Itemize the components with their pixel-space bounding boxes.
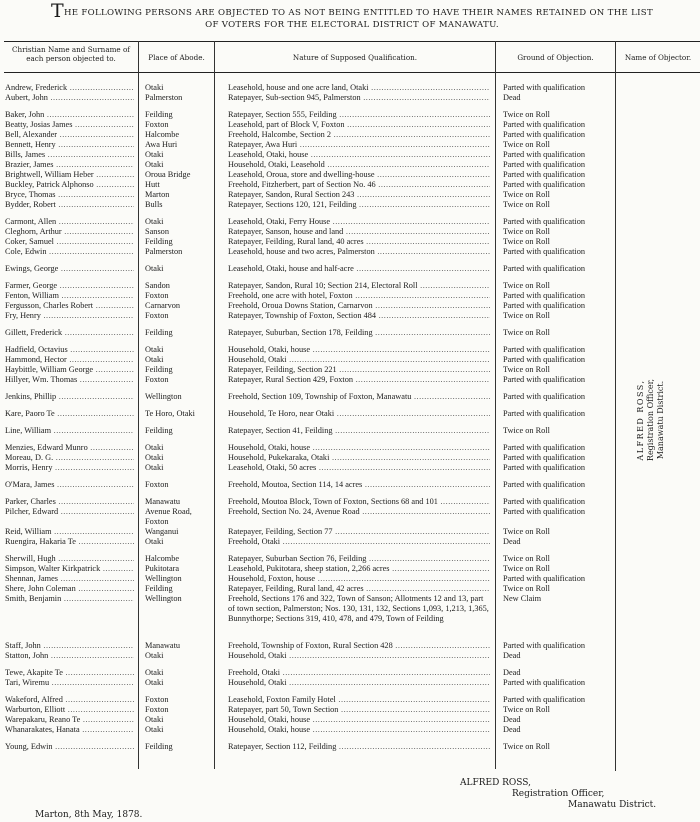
table-row xyxy=(0,200,700,210)
qualification: Ratepayer, Township of Foxton, Section 484 ..... xyxy=(228,311,490,321)
person-name: Fergusson, Charles Robert ..... xyxy=(5,301,134,311)
person-name: Tewe, Akapite Te ..... xyxy=(5,668,134,678)
place-of-abode: Otaki xyxy=(145,668,164,677)
person-name: Morris, Henry ..... xyxy=(5,463,134,473)
place-of-abode: Foxton xyxy=(145,311,169,320)
place-of-abode: Palmerston xyxy=(145,93,183,102)
ground-of-objection: Parted with qualification xyxy=(503,301,586,310)
ground-of-objection: Parted with qualification xyxy=(503,291,586,300)
place-of-abode: Manawatu xyxy=(145,497,181,506)
notice-title xyxy=(4,0,700,31)
ground-of-objection: Parted with qualification xyxy=(503,120,586,129)
table-row xyxy=(0,463,700,473)
person-name: Tari, Wiremu ..... xyxy=(5,678,134,688)
qualification: Leasehold, Pukitotara, sheep station, 2,266 acres ..... xyxy=(228,564,490,574)
title-drop-initial: T xyxy=(50,0,64,22)
place-of-abode: Otaki xyxy=(145,537,164,546)
qualification: Ratepayer, Awa Huri ..... xyxy=(228,140,490,150)
place-of-abode: Otaki xyxy=(145,160,164,169)
table-row xyxy=(0,705,700,715)
qualification: Leasehold, Otaki, Ferry House ..... xyxy=(228,217,490,227)
entry-group xyxy=(0,695,700,735)
person-name: Parker, Charles ..... xyxy=(5,497,134,507)
qualification: Ratepayer, Sandon, Rural 10; Section 214, Electoral Roll ..... xyxy=(228,281,490,291)
place-of-abode: Bulls xyxy=(145,200,163,209)
person-name: Farmer, George ..... xyxy=(5,281,134,291)
place-of-abode: Otaki xyxy=(145,463,164,472)
entry-group xyxy=(0,443,700,473)
table-row xyxy=(0,227,700,237)
qualification: Household, Otaki ..... xyxy=(228,355,490,365)
place-of-abode: Feilding xyxy=(145,110,173,119)
ground-of-objection: Twice on Roll xyxy=(503,742,550,751)
qualification: Ratepayer, Section 555, Feilding ..... xyxy=(228,110,490,120)
ground-of-objection: Parted with qualification xyxy=(503,264,586,273)
ground-of-objection: Parted with qualification xyxy=(503,463,586,472)
table-row xyxy=(0,190,700,200)
qualification: Ratepayer, Feilding, Rural land, 40 acres ..... xyxy=(228,237,490,247)
qualification: Leasehold, Foxton Family Hotel ..... xyxy=(228,695,490,705)
ground-of-objection: Parted with qualification xyxy=(503,160,586,169)
ground-of-objection: New Claim xyxy=(503,594,542,603)
table-row xyxy=(0,641,700,651)
person-name: Andrew, Frederick ..... xyxy=(5,83,134,93)
table-row xyxy=(0,564,700,574)
ground-of-objection: Parted with qualification xyxy=(503,497,586,506)
header-top-rule xyxy=(4,41,700,42)
entry-group xyxy=(0,83,700,103)
place-of-abode: Feilding xyxy=(145,742,173,751)
qualification: Leasehold, part of Block V, Foxton ..... xyxy=(228,120,490,130)
person-name: Baker, John ..... xyxy=(5,110,134,120)
person-name: Statton, John ..... xyxy=(5,651,134,661)
person-name: Ruengira, Hakaria Te ..... xyxy=(5,537,134,547)
person-name: Cole, Edwin ..... xyxy=(5,247,134,257)
ground-of-objection: Twice on Roll xyxy=(503,365,550,374)
table-row xyxy=(0,480,700,490)
person-name: Warepakaru, Reano Te ..... xyxy=(5,715,134,725)
person-name: Kare, Paoro Te ..... xyxy=(5,409,134,419)
place-of-abode: Feilding xyxy=(145,237,173,246)
table-row xyxy=(0,517,700,527)
qualification: Leasehold, house and one acre land, Otaki ..... xyxy=(228,83,490,93)
signature-district: Manawatu District. xyxy=(568,800,657,810)
qualification: Household, Otaki ..... xyxy=(228,678,490,688)
person-name: Simpson, Walter Kirkpatrick ..... xyxy=(5,564,134,574)
place-of-abode: Otaki xyxy=(145,678,164,687)
person-name: Jenkins, Phillip ..... xyxy=(5,392,134,402)
place-of-abode: Pukitotara xyxy=(145,564,180,573)
qualification: Household, Otaki, house ..... xyxy=(228,725,490,735)
person-name: Bryce, Thomas ..... xyxy=(5,190,134,200)
ground-of-objection: Twice on Roll xyxy=(503,227,550,236)
ground-of-objection: Twice on Roll xyxy=(503,311,550,320)
ground-of-objection: Parted with qualification xyxy=(503,150,586,159)
place-of-abode: Sandon xyxy=(145,281,170,290)
person-name: Gillett, Frederick ..... xyxy=(5,328,134,338)
table-row xyxy=(0,365,700,375)
person-name: Carmont, Allen ..... xyxy=(5,217,134,227)
table-row xyxy=(0,180,700,190)
ground-of-objection: Parted with qualification xyxy=(503,83,586,92)
person-name: Shennan, James ..... xyxy=(5,574,134,584)
person-name: Ewings, George ..... xyxy=(5,264,134,274)
ground-of-objection: Twice on Roll xyxy=(503,190,550,199)
table-row xyxy=(0,574,700,584)
table-row xyxy=(0,120,700,130)
table-row xyxy=(0,537,700,547)
person-name: Aubert, John ..... xyxy=(5,93,134,103)
table-row xyxy=(0,497,700,507)
person-name: Smith, Benjamin ..... xyxy=(5,594,134,604)
table-row xyxy=(0,328,700,338)
ground-of-objection: Twice on Roll xyxy=(503,584,550,593)
ground-of-objection: Twice on Roll xyxy=(503,237,550,246)
entry-group xyxy=(0,217,700,257)
person-name: Reid, William ..... xyxy=(5,527,134,537)
ground-of-objection: Dead xyxy=(503,651,521,660)
table-row xyxy=(0,527,700,537)
person-name: Wakeford, Alfred ..... xyxy=(5,695,134,705)
person-name: Brightwell, William Heber ..... xyxy=(5,170,134,180)
place-of-abode: Otaki xyxy=(145,443,164,452)
person-name: Shere, John Coleman ..... xyxy=(5,584,134,594)
table-row xyxy=(0,725,700,735)
ground-of-objection: Twice on Roll xyxy=(503,527,550,536)
table-row xyxy=(0,150,700,160)
person-name: Bills, James ..... xyxy=(5,150,134,160)
place-of-abode: Foxton xyxy=(145,375,169,384)
place-of-abode: Marton xyxy=(145,190,170,199)
place-of-abode: Otaki xyxy=(145,715,164,724)
qualification: Household, Foxton, house ..... xyxy=(228,574,490,584)
qualification: Leasehold, Oroua, store and dwelling-house ..... xyxy=(228,170,490,180)
qualification: Ratepayer, Suburban, Section 178, Feilding ..... xyxy=(228,328,490,338)
person-name: Buckley, Patrick Alphonso ..... xyxy=(5,180,134,190)
person-name: Brazier, James ..... xyxy=(5,160,134,170)
ground-of-objection: Parted with qualification xyxy=(503,641,586,650)
qualification: Ratepayer, part 50, Town Section ..... xyxy=(228,705,490,715)
person-name: Coker, Samuel ..... xyxy=(5,237,134,247)
place-of-abode: Foxton xyxy=(145,705,169,714)
ground-of-objection: Twice on Roll xyxy=(503,554,550,563)
signature-name: ALFRED ROSS, xyxy=(460,778,532,788)
entry-group xyxy=(0,409,700,419)
entry-group xyxy=(0,426,700,436)
place-of-abode: Foxton xyxy=(145,480,169,489)
signature-title: Registration Officer, xyxy=(512,789,605,799)
place-of-abode: Otaki xyxy=(145,150,164,159)
table-row xyxy=(0,160,700,170)
qualification: Ratepayer, Section 112, Feilding ..... xyxy=(228,742,490,752)
column-header-abode: Place of Abode. xyxy=(148,53,205,62)
place-of-abode: Otaki xyxy=(145,725,164,734)
qualification: Freehold, one acre with hotel, Foxton ..... xyxy=(228,291,490,301)
table-row xyxy=(0,443,700,453)
entry-group xyxy=(0,641,700,661)
table-row xyxy=(0,594,700,634)
entry-group xyxy=(0,554,700,634)
qualification: Freehold, Halcombe, Section 2 ..... xyxy=(228,130,490,140)
table-row xyxy=(0,453,700,463)
ground-of-objection: Parted with qualification xyxy=(503,392,586,401)
place-of-abode: Avenue Road, xyxy=(145,507,192,516)
ground-of-objection: Parted with qualification xyxy=(503,130,586,139)
table-row xyxy=(0,130,700,140)
qualification: Household, Otaki, house ..... xyxy=(228,715,490,725)
qualification: Household, Otaki, house ..... xyxy=(228,345,490,355)
person-name: Hadfield, Octavius ..... xyxy=(5,345,134,355)
column-header-objector: Name of Objector. xyxy=(624,53,692,62)
objection-list xyxy=(0,83,700,759)
ground-of-objection: Parted with qualification xyxy=(503,247,586,256)
ground-of-objection: Dead xyxy=(503,715,521,724)
table-row xyxy=(0,217,700,227)
notice-title-line-2: OF VOTERS FOR THE ELECTORAL DISTRICT OF MANAWATU. xyxy=(205,20,499,30)
ground-of-objection: Twice on Roll xyxy=(503,140,550,149)
person-name: Sherwill, Hugh ..... xyxy=(5,554,134,564)
place-of-abode: Manawatu xyxy=(145,641,181,650)
ground-of-objection: Dead xyxy=(503,668,521,677)
person-name: Bydder, Robert ..... xyxy=(5,200,134,210)
person-name: Fry, Henry ..... xyxy=(5,311,134,321)
objector-rotated-text xyxy=(636,379,666,461)
ground-of-objection: Parted with qualification xyxy=(503,574,586,583)
person-name: Menzies, Edward Munro ..... xyxy=(5,443,134,453)
objector-name: ALFRED ROSS, xyxy=(636,379,645,461)
entry-group xyxy=(0,328,700,338)
qualification: Freehold, Fitzherbert, part of Section No. 46 ..... xyxy=(228,180,490,190)
person-name: Fenton, William ..... xyxy=(5,291,134,301)
objector-column-entry xyxy=(619,320,683,520)
place-of-abode: Wellington xyxy=(145,574,182,583)
table-row xyxy=(0,355,700,365)
place-of-abode: Otaki xyxy=(145,453,164,462)
qualification: Ratepayer, Rural Section 429, Foxton ..... xyxy=(228,375,490,385)
header-bottom-rule xyxy=(4,72,700,73)
table-row xyxy=(0,311,700,321)
qualification: Household, Otaki, house ..... xyxy=(228,443,490,453)
ground-of-objection: Twice on Roll xyxy=(503,426,550,435)
place-of-abode: Otaki xyxy=(145,355,164,364)
ground-of-objection: Twice on Roll xyxy=(503,110,550,119)
qualification: Freehold, Section 109, Township of Foxton, Manawatu ..... xyxy=(228,392,490,402)
place-of-abode: Wellington xyxy=(145,594,182,603)
qualification: Ratepayer, Suburban Section 76, Feilding ..... xyxy=(228,554,490,564)
person-name: Line, William ..... xyxy=(5,426,134,436)
person-name: Cleghorn, Arthur ..... xyxy=(5,227,134,237)
person-name: Whanarakates, Hanata ..... xyxy=(5,725,134,735)
qualification: Leasehold, Otaki, house ..... xyxy=(228,150,490,160)
column-header-ground: Ground of Objection. xyxy=(517,53,594,62)
qualification: Household, Otaki ..... xyxy=(228,651,490,661)
entry-group xyxy=(0,480,700,490)
person-name: Young, Edwin ..... xyxy=(5,742,134,752)
qualification: Household, Te Horo, near Otaki ..... xyxy=(228,409,490,419)
place-of-abode: Otaki xyxy=(145,217,164,226)
ground-of-objection: Parted with qualification xyxy=(503,345,586,354)
ground-of-objection: Dead xyxy=(503,537,521,546)
column-header-name: Christian Name and Surname of each person objected to. xyxy=(12,45,130,63)
place-of-abode: Awa Huri xyxy=(145,140,178,149)
person-name: Haybittle, William George ..... xyxy=(5,365,134,375)
person-name: Staff, John ..... xyxy=(5,641,134,651)
table-row xyxy=(0,584,700,594)
table-row xyxy=(0,668,700,678)
entry-group xyxy=(0,345,700,385)
qualification: Freehold, Otaki ..... xyxy=(228,668,490,678)
table-row xyxy=(0,715,700,725)
ground-of-objection: Parted with qualification xyxy=(503,480,586,489)
ground-of-objection: Dead xyxy=(503,93,521,102)
ground-of-objection: Parted with qualification xyxy=(503,443,586,452)
qualification: Freehold, Otaki ..... xyxy=(228,537,490,547)
ground-of-objection: Parted with qualification xyxy=(503,180,586,189)
qualification: Ratepayer, Sub-section 945, Palmerston ..... xyxy=(228,93,490,103)
table-row xyxy=(0,554,700,564)
person-name: Hillyer, Wm. Thomas ..... xyxy=(5,375,134,385)
qualification: Ratepayer, Feilding, Rural land, 42 acres ..... xyxy=(228,584,490,594)
qualification: Ratepayer, Section 41, Feilding ..... xyxy=(228,426,490,436)
qualification: Household, Pukekaraka, Otaki ..... xyxy=(228,453,490,463)
table-row xyxy=(0,83,700,93)
objector-district: Manawatu District. xyxy=(656,380,665,460)
table-row xyxy=(0,651,700,661)
table-row xyxy=(0,507,700,517)
ground-of-objection: Twice on Roll xyxy=(503,328,550,337)
person-name: Bennett, Henry ..... xyxy=(5,140,134,150)
place-of-abode: Feilding xyxy=(145,426,173,435)
place-of-abode: Otaki xyxy=(145,264,164,273)
table-row xyxy=(0,742,700,752)
place-of-abode: Halcombe xyxy=(145,554,180,563)
ground-of-objection: Parted with qualification xyxy=(503,453,586,462)
table-row xyxy=(0,392,700,402)
signature-block xyxy=(460,778,656,811)
table-row xyxy=(0,264,700,274)
ground-of-objection: Dead xyxy=(503,725,521,734)
place-of-abode: Halcombe xyxy=(145,130,180,139)
place-of-abode: Foxton xyxy=(145,695,169,704)
table-row xyxy=(0,140,700,150)
entry-group xyxy=(0,742,700,752)
person-name: Moreau, D. G. ..... xyxy=(5,453,134,463)
ground-of-objection: Parted with qualification xyxy=(503,375,586,384)
place-of-abode: Sanson xyxy=(145,227,169,236)
qualification: Ratepayer, Sanson, house and land ..... xyxy=(228,227,490,237)
qualification: Freehold, Oroua Downs Station, Carnarvon ..... xyxy=(228,301,490,311)
qualification: Ratepayer, Sections 120, 121, Feilding ..... xyxy=(228,200,490,210)
qualification: Leasehold, Otaki, house and half-acre ..... xyxy=(228,264,490,274)
table-row xyxy=(0,170,700,180)
person-name: Hammond, Hector ..... xyxy=(5,355,134,365)
ground-of-objection: Twice on Roll xyxy=(503,281,550,290)
place-of-abode: Feilding xyxy=(145,365,173,374)
place-of-abode: Foxton xyxy=(145,517,169,526)
table-row xyxy=(0,695,700,705)
title-line-1-text: HE FOLLOWING PERSONS ARE OBJECTED TO AS NOT BEING ENTITLED TO HAVE THEIR NAMES RETAINED ON THE LIST xyxy=(63,8,654,18)
place-of-abode: Feilding xyxy=(145,328,173,337)
ground-of-objection: Parted with qualification xyxy=(503,695,586,704)
place-of-abode: Foxton xyxy=(145,120,169,129)
person-name: Bell, Alexander ..... xyxy=(5,130,134,140)
entry-group xyxy=(0,668,700,688)
qualification: Leasehold, house and two acres, Palmerston ..... xyxy=(228,247,490,257)
place-of-abode: Te Horo, Otaki xyxy=(145,409,195,418)
ground-of-objection: Twice on Roll xyxy=(503,564,550,573)
ground-of-objection: Parted with qualification xyxy=(503,217,586,226)
place-of-abode: Wellington xyxy=(145,392,182,401)
table-row xyxy=(0,678,700,688)
qualification: Ratepayer, Feilding, Section 221 ..... xyxy=(228,365,490,375)
ground-of-objection: Parted with qualification xyxy=(503,507,586,516)
ground-of-objection: Parted with qualification xyxy=(503,678,586,687)
notice-date: Marton, 8th May, 1878. xyxy=(35,810,143,820)
table-row xyxy=(0,375,700,385)
qualification: Freehold, Moutoa, Section 114, 14 acres ..... xyxy=(228,480,490,490)
qualification: Freehold, Township of Foxton, Rural Section 428 ..... xyxy=(228,641,490,651)
ground-of-objection: Parted with qualification xyxy=(503,409,586,418)
table-row xyxy=(0,345,700,355)
table-row xyxy=(0,93,700,103)
table-row xyxy=(0,237,700,247)
table-row xyxy=(0,247,700,257)
person-name: O'Mara, James ..... xyxy=(5,480,134,490)
entry-group xyxy=(0,264,700,274)
entry-group xyxy=(0,281,700,321)
objector-title: Registration Officer, xyxy=(646,378,655,462)
qualification: Ratepayer, Feilding, Section 77 ..... xyxy=(228,527,490,537)
entry-group xyxy=(0,392,700,402)
place-of-abode: Otaki xyxy=(145,345,164,354)
place-of-abode: Otaki xyxy=(145,83,164,92)
qualification: Freehold, Moutoa Block, Town of Foxton, Sections 68 and 101 ..... xyxy=(228,497,490,507)
ground-of-objection: Twice on Roll xyxy=(503,200,550,209)
ground-of-objection: Parted with qualification xyxy=(503,170,586,179)
person-name: Warburton, Elliott ..... xyxy=(5,705,134,715)
place-of-abode: Carnarvon xyxy=(145,301,181,310)
entry-group xyxy=(0,497,700,547)
place-of-abode: Hutt xyxy=(145,180,160,189)
column-header-qualification: Nature of Supposed Qualification. xyxy=(292,53,418,62)
ground-of-objection: Twice on Roll xyxy=(503,705,550,714)
qualification: Ratepayer, Sandon, Rural Section 243 ..... xyxy=(228,190,490,200)
place-of-abode: Otaki xyxy=(145,651,164,660)
table-row xyxy=(0,291,700,301)
table-row xyxy=(0,281,700,291)
place-of-abode: Foxton xyxy=(145,291,169,300)
table-row xyxy=(0,301,700,311)
person-name: Pilcher, Edward ..... xyxy=(5,507,134,517)
person-name: Beatty, Josias James ..... xyxy=(5,120,134,130)
entry-group xyxy=(0,110,700,210)
notice-title-line-1 xyxy=(4,0,700,22)
qualification: Household, Otaki, Leasehold ..... xyxy=(228,160,490,170)
place-of-abode: Wanganui xyxy=(145,527,179,536)
ground-of-objection: Parted with qualification xyxy=(503,355,586,364)
table-row xyxy=(0,110,700,120)
place-of-abode: Palmerston xyxy=(145,247,183,256)
place-of-abode: Oroua Bridge xyxy=(145,170,191,179)
table-row xyxy=(0,409,700,419)
table-row xyxy=(0,426,700,436)
qualification: Freehold, Section No. 24, Avenue Road ..... xyxy=(228,507,490,517)
qualification: Freehold, Sections 176 and 322, Town of Sanson; Allotments 12 and 13, part of town section, Palmerston; Nos. 130, 131, 132, Sections 1,093, 1,213, 1,365, Bunnythorpe; Sections 319, 410, 478, and 479, Town of Feilding xyxy=(228,594,489,623)
qualification: Leasehold, Otaki, 50 acres ..... xyxy=(228,463,490,473)
place-of-abode: Feilding xyxy=(145,584,173,593)
